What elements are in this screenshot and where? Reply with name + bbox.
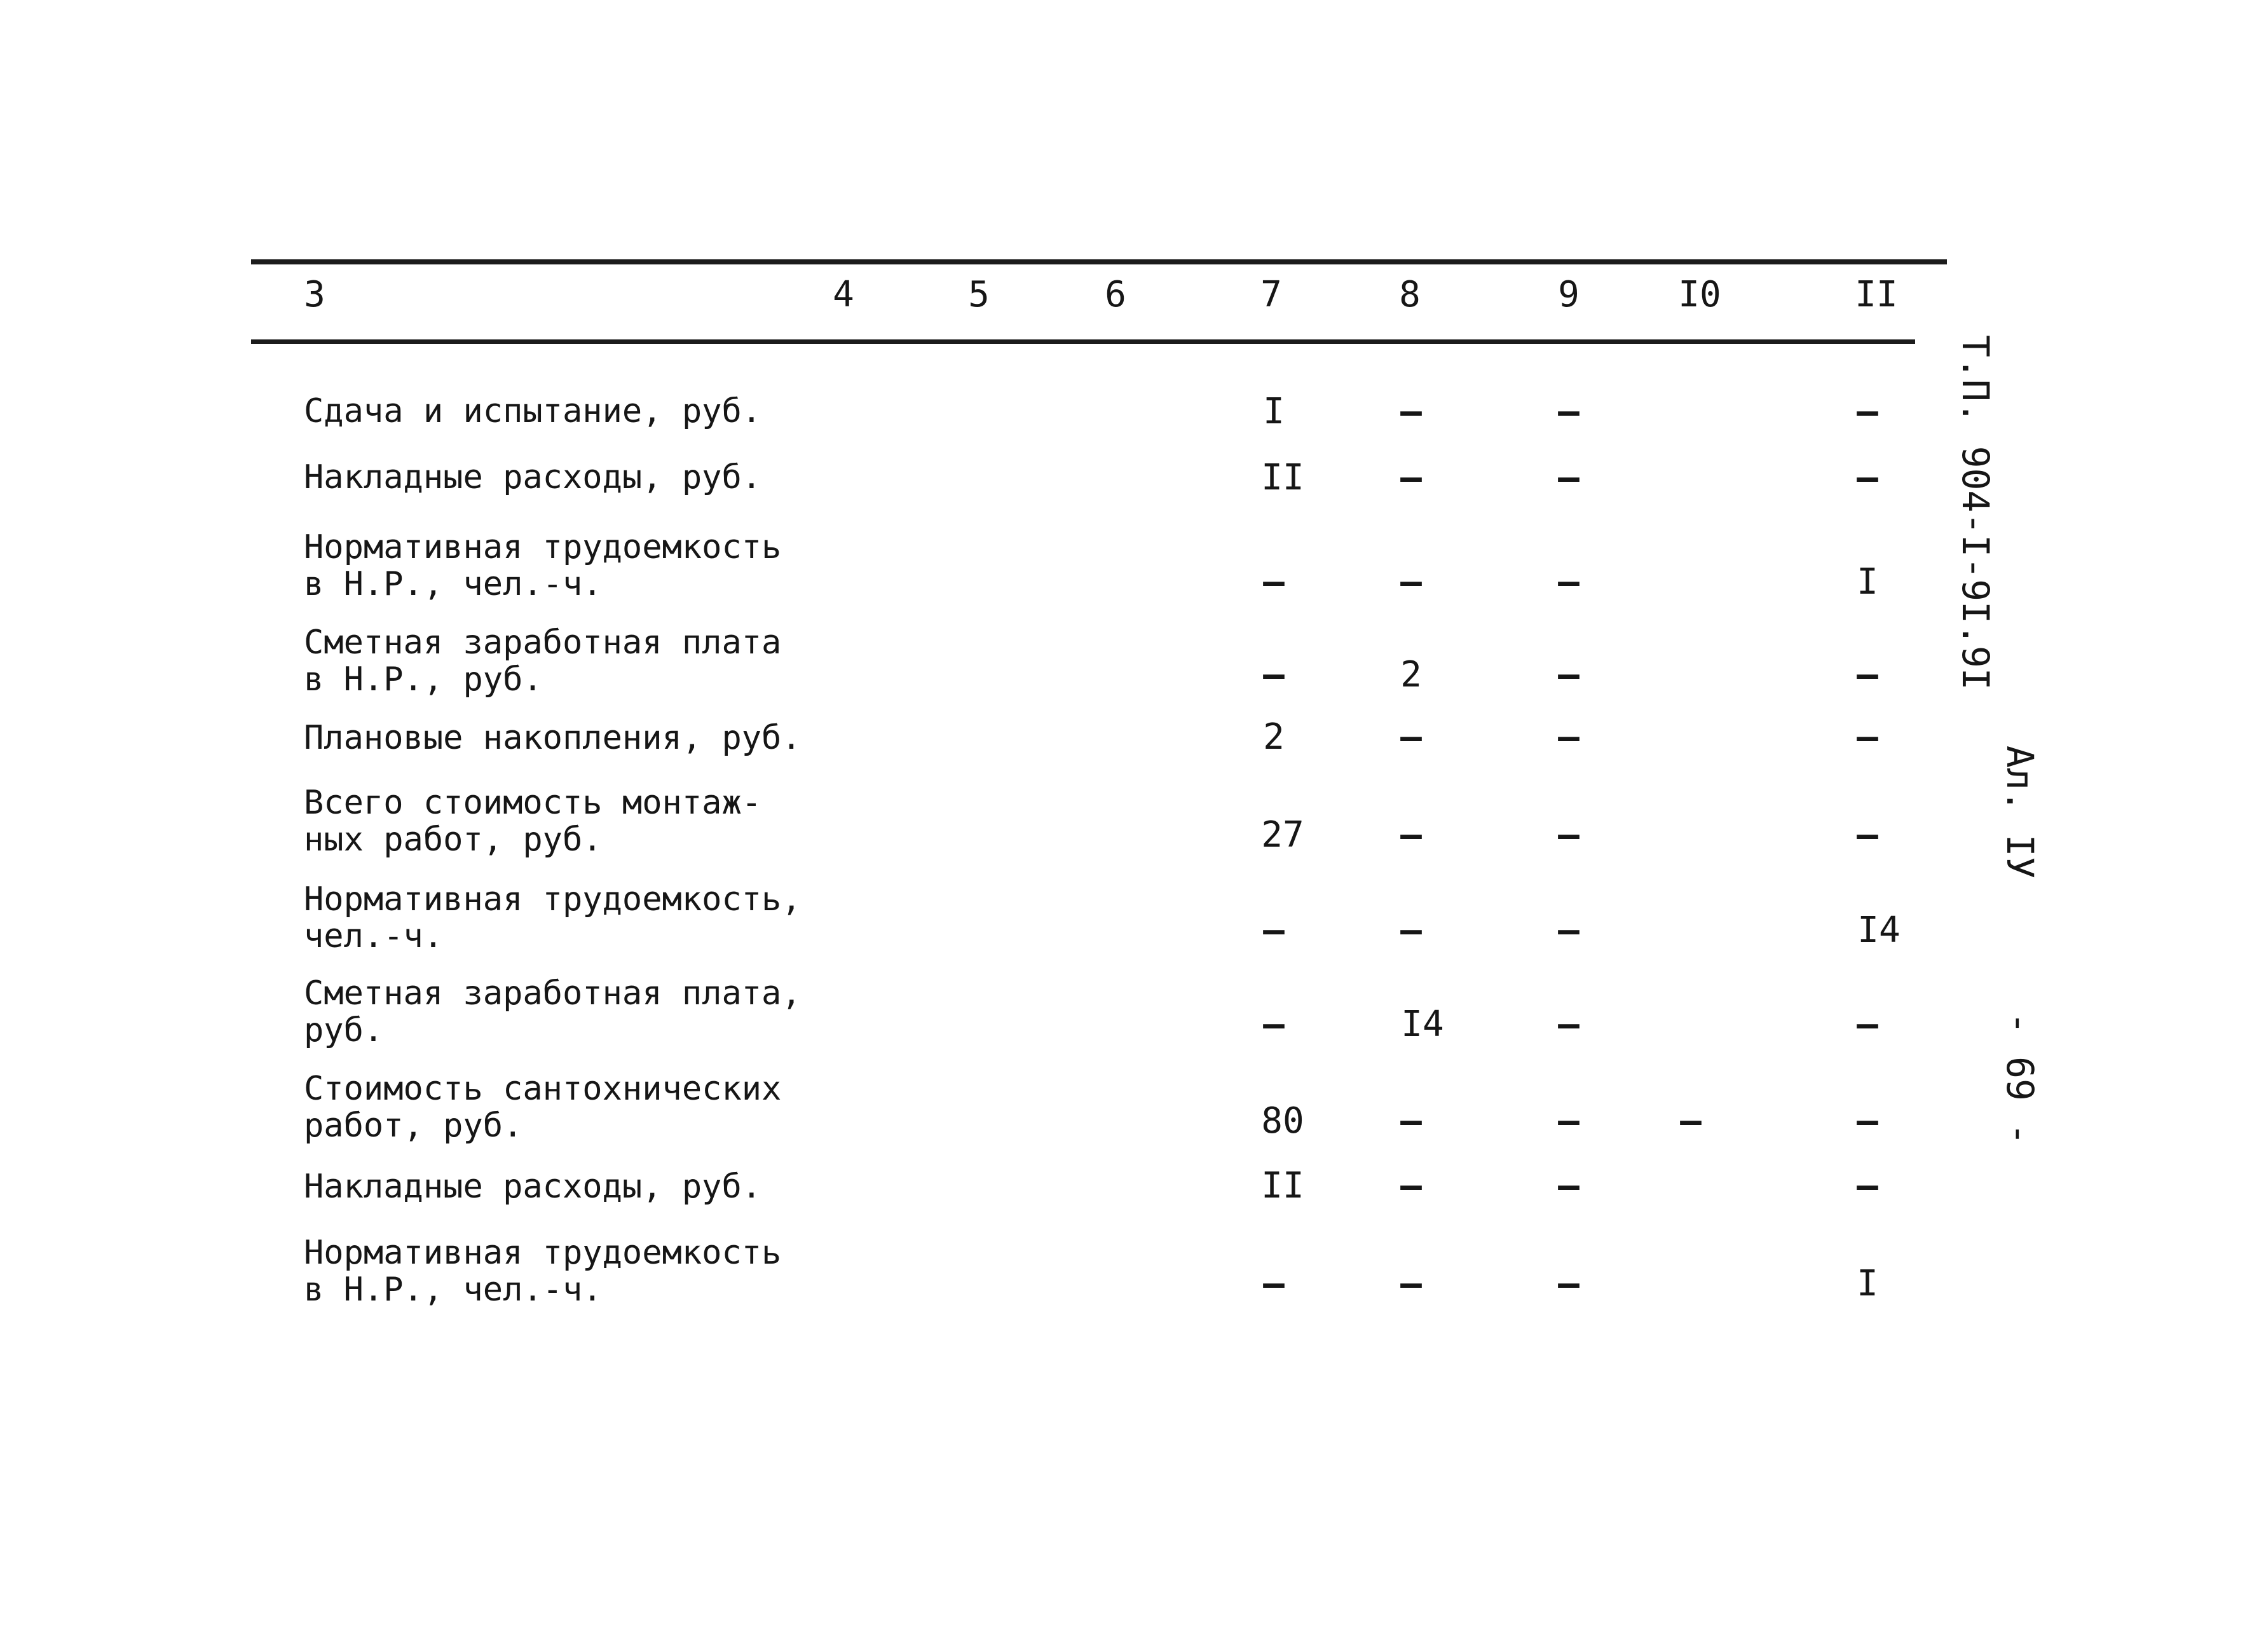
cell-col9: – xyxy=(1558,814,1580,856)
cell-col7: – xyxy=(1263,1263,1285,1304)
column-number-10: I0 xyxy=(1678,274,1721,315)
row-label xyxy=(304,393,761,430)
cell-col8: – xyxy=(1400,391,1422,432)
cell-col8: – xyxy=(1400,561,1422,603)
cell-col11: – xyxy=(1857,1100,1878,1142)
row-label xyxy=(304,459,761,496)
cell-col11: I xyxy=(1857,561,1878,603)
cell-col7: 2 xyxy=(1263,716,1285,758)
cell-col8: – xyxy=(1400,716,1422,758)
cell-col8: – xyxy=(1400,814,1422,856)
cell-col11: I4 xyxy=(1857,910,1901,951)
row-label xyxy=(304,975,802,1049)
row-label-line: Стоимость сантохнических xyxy=(304,1070,782,1108)
row-label-line: Сдача и испытание, руб. xyxy=(304,392,762,430)
column-number-6: 6 xyxy=(1105,274,1126,315)
cell-col7: 80 xyxy=(1261,1100,1304,1142)
row-label-line: Накладные расходы, руб. xyxy=(304,1168,762,1206)
column-number-5: 5 xyxy=(968,274,990,315)
header-top-rule xyxy=(251,259,1947,264)
margin-album-number: Ал. IУ xyxy=(1998,746,2042,879)
cell-col9: – xyxy=(1558,910,1580,951)
row-label-line: руб. xyxy=(304,1011,384,1049)
cell-col7: II xyxy=(1261,457,1304,498)
cell-col11: I xyxy=(1857,1263,1878,1304)
header-bottom-rule xyxy=(251,339,1915,344)
row-label xyxy=(304,881,802,955)
cell-col7: 27 xyxy=(1261,814,1304,856)
column-number-7: 7 xyxy=(1260,274,1282,315)
cell-col9: – xyxy=(1558,654,1580,695)
cell-col11: – xyxy=(1857,716,1878,758)
row-label-line: ных работ, руб. xyxy=(304,821,603,859)
cell-col10: – xyxy=(1680,1100,1702,1142)
cell-col9: – xyxy=(1558,457,1580,498)
margin-project-code: Т.П. 904-I-9I.9I xyxy=(1954,335,1997,690)
row-label xyxy=(304,529,781,603)
cell-col7: – xyxy=(1263,561,1285,603)
cell-col7: I xyxy=(1263,391,1285,432)
row-label xyxy=(304,784,761,858)
cell-col11: – xyxy=(1857,1004,1878,1045)
row-label-line: Сметная заработная плата, xyxy=(304,974,802,1013)
cell-col8: I4 xyxy=(1401,1004,1444,1045)
row-label-line: в Н.Р., чел.-ч. xyxy=(304,565,603,603)
column-number-8: 8 xyxy=(1399,274,1421,315)
row-label xyxy=(304,1070,781,1144)
column-number-4: 4 xyxy=(833,274,854,315)
row-label xyxy=(304,1168,761,1205)
row-label-line: Сметная заработная плата xyxy=(304,624,782,662)
row-label xyxy=(304,720,802,756)
cell-col9: – xyxy=(1558,716,1580,758)
cell-col7: – xyxy=(1263,1004,1285,1045)
row-label-line: Накладные расходы, руб. xyxy=(304,458,762,496)
column-number-11: II xyxy=(1855,274,1898,315)
column-number-9: 9 xyxy=(1558,274,1580,315)
margin-page-number: - 69 - xyxy=(1998,1012,2042,1145)
cell-col9: – xyxy=(1558,1165,1580,1206)
row-label-line: Нормативная трудоемкость xyxy=(304,1234,782,1272)
cell-col9: – xyxy=(1558,391,1580,432)
row-label-line: Плановые накопления, руб. xyxy=(304,719,802,757)
row-label-line: Нормативная трудоемкость xyxy=(304,528,782,566)
cell-col7: – xyxy=(1263,910,1285,951)
row-label-line: работ, руб. xyxy=(304,1107,523,1145)
row-label xyxy=(304,624,781,698)
cell-col11: – xyxy=(1857,814,1878,856)
row-label-line: в Н.Р., чел.-ч. xyxy=(304,1271,603,1309)
cell-col11: – xyxy=(1857,654,1878,695)
row-label-line: Нормативная трудоемкость, xyxy=(304,880,802,918)
row-label-line: Всего стоимость монтаж- xyxy=(304,784,762,822)
cell-col8: – xyxy=(1400,910,1422,951)
cell-col9: – xyxy=(1558,1004,1580,1045)
cell-col11: – xyxy=(1857,457,1878,498)
cell-col7: II xyxy=(1261,1165,1304,1206)
cell-col9: – xyxy=(1558,1100,1580,1142)
cell-col8: – xyxy=(1400,1165,1422,1206)
cell-col8: – xyxy=(1400,1100,1422,1142)
cell-col7: – xyxy=(1263,654,1285,695)
cell-col8: – xyxy=(1400,1263,1422,1304)
row-label-line: чел.-ч. xyxy=(304,917,444,955)
column-number-3: 3 xyxy=(304,274,325,315)
cell-col8: 2 xyxy=(1400,654,1422,695)
row-label xyxy=(304,1234,781,1308)
cell-col9: – xyxy=(1558,561,1580,603)
cell-col8: – xyxy=(1400,457,1422,498)
cell-col9: – xyxy=(1558,1263,1580,1304)
row-label-line: в Н.Р., руб. xyxy=(304,660,543,699)
cell-col11: – xyxy=(1857,1165,1878,1206)
cell-col11: – xyxy=(1857,391,1878,432)
